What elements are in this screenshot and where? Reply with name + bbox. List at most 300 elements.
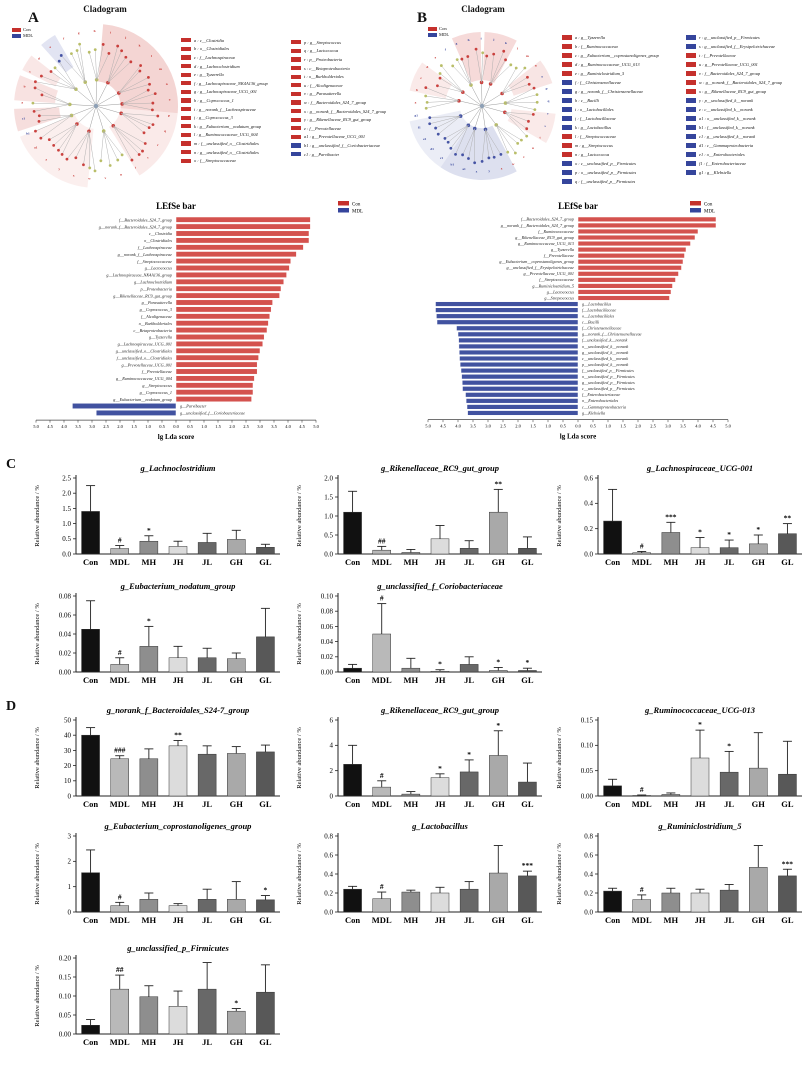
legend-label: j : f__Lactobacillaceae <box>575 116 616 121</box>
node-dot <box>39 137 42 140</box>
bar-label: f__Streptococcaceae <box>137 258 172 264</box>
legend-item <box>291 141 405 150</box>
legend-label: p : g__Streptococcus <box>304 39 341 45</box>
legend-label: l : f__Streptococcaceae <box>575 134 617 139</box>
chart-title: g_Lachnoclostridium <box>140 463 216 473</box>
legend-item <box>181 113 289 122</box>
y-tick-label: 2.0 <box>62 489 71 498</box>
y-tick-label: 0.2 <box>584 889 593 898</box>
legend-label: d1 : c__Gammaproteobacteria <box>699 143 754 148</box>
legend-item <box>291 107 405 116</box>
legend-label: b1 : f__unclassified_k__norank <box>699 125 755 130</box>
branch <box>482 93 502 106</box>
legend-swatch <box>181 55 191 59</box>
y-tick-label: 0 <box>329 792 333 801</box>
abundance-chart-d6 <box>552 820 808 936</box>
legend-item <box>291 115 405 124</box>
x-tick-label: 4.0 <box>695 423 701 429</box>
x-category-label: GH <box>229 557 243 567</box>
legend-item <box>562 168 684 177</box>
bar <box>227 659 245 672</box>
legend-item <box>291 81 405 90</box>
chart-title: g_Eubacterium_nodatum_group <box>120 581 236 591</box>
node-letter: e <box>49 45 51 50</box>
y-tick-label: 0.0 <box>584 550 593 559</box>
y-tick-label: 3 <box>67 832 71 841</box>
legend-label: MDL <box>352 209 364 215</box>
x-category-label: MH <box>141 915 157 925</box>
x-category-label: JH <box>172 557 184 567</box>
x-category-label: MDL <box>631 799 652 809</box>
node-dot <box>516 142 519 145</box>
node-dot <box>502 50 505 53</box>
bar-label: g__norank_f__Bacteroidales_S24_7_group <box>500 222 574 228</box>
legend-swatch <box>291 135 301 139</box>
significance-annotation: # <box>639 884 644 894</box>
bar-label: g__Tyzzerella <box>148 334 172 340</box>
bar-label: f__Bacteroidales_S24_7_group <box>119 217 172 223</box>
legend-swatch <box>686 152 696 156</box>
bar <box>140 646 158 672</box>
bar <box>82 735 100 796</box>
node-dot <box>32 102 35 105</box>
node-dot <box>440 64 443 67</box>
legend-item <box>686 141 811 150</box>
lefse-bar <box>176 286 281 291</box>
y-tick-label: 0.06 <box>58 611 71 620</box>
legend-swatch <box>181 150 191 154</box>
bar-label: g__unclassified_p__Firmicutes <box>582 380 635 386</box>
bar <box>691 548 709 554</box>
node-letter: m <box>159 67 162 72</box>
node-dot <box>436 84 439 87</box>
legend-swatch <box>562 62 572 66</box>
node-letter: f <box>63 36 65 41</box>
branch <box>104 131 110 165</box>
x-tick-label: 2.0 <box>117 424 123 430</box>
legend-label: p : o__unclassified_p__Firmicutes <box>575 170 637 175</box>
legend-swatch <box>291 57 301 61</box>
bar <box>82 511 100 554</box>
root-node <box>480 104 484 108</box>
x-category-label: JL <box>464 915 475 925</box>
node-letter: n <box>165 81 168 86</box>
bar <box>256 547 274 554</box>
legend-item <box>181 156 289 165</box>
legend-item <box>291 90 405 99</box>
node-letter: j <box>125 35 127 40</box>
lefse-bar <box>459 350 578 355</box>
node-letter: k <box>138 43 141 48</box>
node-dot <box>523 67 526 70</box>
legend-swatch <box>181 141 191 145</box>
bar-label: f__Prevotellaceae <box>543 253 574 258</box>
x-category-label: MH <box>663 915 679 925</box>
x-category-label: MH <box>403 675 419 685</box>
y-tick-label: 4 <box>329 741 333 750</box>
legend-swatch <box>686 125 696 129</box>
legend-swatch <box>181 64 191 68</box>
branch <box>496 125 521 140</box>
legend-label: s : c__Betaproteobacteria <box>304 65 350 71</box>
x-category-label: GL <box>259 557 272 567</box>
bar-label: g__Lactobacillus <box>582 301 612 307</box>
y-tick-label: 0.8 <box>324 832 333 841</box>
node-letter: z <box>475 169 478 174</box>
x-tick-label: 2.0 <box>229 424 235 430</box>
branch <box>471 85 482 106</box>
branch <box>482 106 485 129</box>
node-letter: a <box>414 100 417 105</box>
x-category-label: MH <box>141 799 157 809</box>
legend-label: q : g__Lactococcus <box>304 48 339 54</box>
bar <box>344 668 362 672</box>
y-tick-label: 0.06 <box>320 622 333 631</box>
legend-swatch <box>291 49 301 53</box>
node-letter: c <box>29 69 31 74</box>
legend-item <box>686 51 811 60</box>
x-category-label: JL <box>202 1037 213 1047</box>
bar-label: g__Parasutterella <box>141 300 172 306</box>
node-dot <box>485 55 488 58</box>
node-letter: h <box>93 29 96 34</box>
node-letter: m <box>525 54 529 59</box>
legend-label: t : f__Prevotellaceae <box>699 53 736 58</box>
bar <box>431 778 449 796</box>
legend-swatch <box>562 71 572 75</box>
legend-swatch <box>690 201 701 206</box>
node-dot <box>520 139 523 142</box>
bar-label: g__Lactococcus <box>546 289 574 295</box>
lefse-bar <box>462 380 578 385</box>
y-axis-title: Relative abundance / % <box>556 727 563 789</box>
node-dot <box>533 108 536 111</box>
x-category-label: MDL <box>371 799 392 809</box>
legend-item <box>686 69 811 78</box>
legend-label: j : g__Coprococcus_3 <box>194 115 233 121</box>
node-dot <box>143 131 146 134</box>
bar <box>140 759 158 796</box>
lefse-bar <box>176 376 254 381</box>
legend-label: m : f__unclassified_o__Clostridiales <box>194 140 259 146</box>
bar <box>749 768 767 796</box>
lefse-bar <box>460 356 579 361</box>
node-dot <box>88 51 91 54</box>
legend-label: y : p__unclassified_k__norank <box>699 98 754 103</box>
bar-label: g__Lachnospiraceae_NK4A136_group <box>106 272 172 278</box>
legend-label: x : g__norank_f__Bacteroidales_S24_7_group <box>304 108 387 114</box>
node-dot <box>99 159 102 162</box>
abundance-chart-d4 <box>30 820 286 936</box>
branch <box>76 89 96 106</box>
x-tick-label: 3.5 <box>680 423 686 429</box>
x-category-label: GL <box>781 799 794 809</box>
x-tick-label: 4.0 <box>285 424 291 430</box>
legend-item <box>181 105 289 114</box>
legend-label: g : g__norank_f__Christensenellaceae <box>575 89 644 94</box>
node-letter: y <box>488 169 491 174</box>
y-tick-label: 1.5 <box>62 504 71 513</box>
lefse-bar <box>578 229 698 234</box>
branch <box>85 82 96 106</box>
bar <box>460 889 478 912</box>
lefse-bar <box>176 224 310 229</box>
x-category-label: MH <box>141 557 157 567</box>
bar <box>227 1011 245 1034</box>
legend-label: c1 : g__Parvibacter <box>304 151 340 157</box>
bar <box>344 764 362 796</box>
x-category-label: Con <box>83 799 99 809</box>
branch <box>468 106 482 125</box>
node-dot <box>147 89 150 92</box>
legend-label: b : f__Ruminococcaceae <box>575 44 619 49</box>
bar <box>460 548 478 554</box>
node-dot <box>102 43 105 46</box>
legend-item <box>181 70 289 79</box>
bar <box>402 794 420 796</box>
legend-label: h : g__Coprococcus_1 <box>194 97 234 103</box>
node-dot <box>152 123 155 126</box>
node-dot <box>121 153 124 156</box>
node-dot <box>439 72 442 75</box>
node-dot <box>57 149 60 152</box>
lefse-bar <box>578 271 679 276</box>
bar-label: c__unclassified_p__Firmicutes <box>582 386 635 392</box>
node-dot <box>515 67 518 70</box>
legend-swatch <box>181 98 191 102</box>
bar-label: g__Rikenellaceae_RC9_gut_group <box>113 293 172 299</box>
y-tick-label: 0.04 <box>320 638 333 646</box>
lefse-bar <box>176 348 260 353</box>
y-tick-label: 0.00 <box>320 668 333 677</box>
x-tick-label: 0.0 <box>173 424 179 430</box>
legend-item <box>291 38 405 47</box>
x-category-label: JL <box>724 557 735 567</box>
significance-annotation: ### <box>114 745 126 755</box>
legend-item <box>562 114 684 123</box>
legend-item <box>181 53 289 62</box>
bar <box>256 992 274 1034</box>
node-letter: s <box>147 155 149 160</box>
bar <box>256 752 274 796</box>
legend-swatch <box>291 126 301 130</box>
lefse-bar <box>176 252 296 257</box>
x-tick-label: 1.5 <box>620 423 626 429</box>
bar-label: c__Clostridia <box>148 231 172 237</box>
x-category-label: MH <box>663 557 679 567</box>
y-tick-label: 0.5 <box>62 535 71 544</box>
node-dot <box>509 63 512 66</box>
lefse-bar <box>176 383 253 388</box>
bar-label: f__Christensenellaceae <box>582 325 622 331</box>
x-category-label: GL <box>781 557 794 567</box>
legend-label: b : o__Clostridiales <box>194 46 230 52</box>
bar <box>518 782 536 796</box>
legend-swatch <box>181 124 191 128</box>
bar <box>373 634 391 672</box>
legend-item <box>686 114 811 123</box>
legend-item <box>181 88 289 97</box>
legend-label: MDL <box>704 209 716 215</box>
x-tick-label: 3.5 <box>75 424 81 430</box>
bar-label: g__unclassified_o__Clostridiales <box>115 348 172 354</box>
legend-item <box>291 124 405 133</box>
x-category-label: JH <box>172 915 184 925</box>
bar <box>460 772 478 796</box>
legend-swatch <box>181 107 191 111</box>
lefse-bar <box>72 403 176 408</box>
legend-label: l : g__Ruminococcaceae_UCG_004 <box>194 132 258 138</box>
y-tick-label: 0.02 <box>58 649 71 658</box>
panel-d-letter: D <box>6 699 17 714</box>
panel-a-letter: A <box>28 10 39 26</box>
x-tick-label: 1.0 <box>201 424 207 430</box>
node-dot <box>144 142 147 145</box>
legend-swatch <box>686 134 696 138</box>
lefse-bar <box>578 265 682 270</box>
x-category-label: JH <box>694 557 706 567</box>
bar <box>227 753 245 796</box>
legend-label: s : g__unclassified_f__Erysipelotrichaceae <box>699 44 776 49</box>
node-dot <box>116 45 119 48</box>
x-tick-label: 0.5 <box>187 424 193 430</box>
x-tick-label: 2.0 <box>635 423 641 429</box>
node-letter: j <box>493 37 495 42</box>
x-category-label: MDL <box>371 675 392 685</box>
legend-label: Con <box>439 26 447 31</box>
node-letter: c <box>420 76 422 81</box>
significance-annotation: * <box>467 749 472 759</box>
bar-label: g__norank_f__Bacteroidales_S24_7_group <box>98 224 172 230</box>
bar <box>373 787 391 796</box>
node-letter: l <box>516 46 518 51</box>
x-category-label: Con <box>345 799 361 809</box>
bar-label: g__Parvibacter <box>180 403 207 409</box>
legend-item <box>562 87 684 96</box>
x-category-label: Con <box>345 557 361 567</box>
x-tick-label: 1.0 <box>145 424 151 430</box>
lefse-bar <box>176 341 263 346</box>
y-tick-label: 1.5 <box>324 493 333 502</box>
bar-label: g__Lachnospiraceae_UCG_001 <box>117 341 172 347</box>
x-category-label: JH <box>434 675 446 685</box>
legend-label: c1 : g__unclassified_k__norank <box>699 134 756 139</box>
legend-swatch <box>562 116 572 120</box>
bar <box>111 549 129 554</box>
legend-item <box>291 72 405 81</box>
node-letter: d1 <box>430 147 435 152</box>
lefse-bar <box>578 217 716 222</box>
x-category-label: MDL <box>631 915 652 925</box>
y-tick-label: 0.04 <box>58 630 71 639</box>
legend-swatch <box>181 47 191 51</box>
significance-annotation: * <box>756 525 761 534</box>
node-letter: c1 <box>439 155 444 160</box>
x-tick-label: 2.5 <box>500 423 506 429</box>
legend-label: b1 : g__unclassified_f__Coriobacteriaceae <box>304 142 381 148</box>
bar-label: g__Prevotellaceae_UCG_001 <box>121 362 172 368</box>
lefse-bar <box>467 405 578 410</box>
node-dot <box>449 147 452 150</box>
bar <box>373 899 391 912</box>
x-tick-label: 1.5 <box>215 424 221 430</box>
x-tick-label: 4.5 <box>440 423 446 429</box>
chart-title: g_norank_f_Bacteroidales_S24-7_group <box>106 705 250 715</box>
bar <box>691 893 709 912</box>
x-tick-label: 4.5 <box>47 424 53 430</box>
bar <box>431 893 449 912</box>
legend-label: w : f__Bacteroidales_S24_7_group <box>304 99 367 105</box>
panel-a-title: Cladogram <box>83 4 127 14</box>
node-dot <box>34 86 37 89</box>
cladogram-sector <box>410 63 452 99</box>
significance-annotation: * <box>496 657 501 667</box>
bar <box>256 637 274 672</box>
bar-label: f__Enterobacteriaceae <box>582 392 621 398</box>
legend-label: z : c__unclassified_k__norank <box>699 107 753 112</box>
y-tick-label: 2 <box>329 767 333 776</box>
x-category-label: Con <box>345 675 361 685</box>
legend-swatch <box>291 92 301 96</box>
node-letter: i <box>109 30 111 35</box>
lefse-bar <box>176 362 257 367</box>
node-dot <box>94 48 97 51</box>
y-tick-label: 0.02 <box>320 653 333 662</box>
node-dot <box>107 52 110 55</box>
lefse-bar <box>176 265 289 270</box>
legend-item <box>562 60 684 69</box>
branch <box>482 106 505 112</box>
chart-title: g_unclassified_f_Coriobacteriaceae <box>377 581 503 591</box>
bar <box>82 629 100 672</box>
bar <box>489 755 507 796</box>
bar <box>169 1006 187 1034</box>
bar <box>169 546 187 554</box>
x-category-label: GH <box>229 675 243 685</box>
node-dot <box>131 159 134 162</box>
legend-label: r : p__Proteobacteria <box>304 56 343 62</box>
lefse-bar <box>578 235 695 240</box>
bar-label: g__unclassified_k__norank <box>582 349 629 355</box>
node-dot <box>492 53 495 56</box>
legend-swatch <box>686 116 696 120</box>
lefse-bar <box>176 355 259 360</box>
x-category-label: GL <box>521 799 534 809</box>
bar <box>198 899 216 912</box>
node-dot <box>50 70 53 73</box>
node-dot <box>428 122 431 125</box>
x-tick-label: 1.0 <box>545 423 551 429</box>
legend-label: v : g__Parasutterella <box>304 91 342 97</box>
node-dot <box>151 102 154 105</box>
bar <box>662 893 680 912</box>
legend-swatch <box>686 161 696 165</box>
node-letter: p <box>545 86 548 91</box>
node-dot <box>141 150 144 153</box>
lefse-bar <box>176 327 267 332</box>
legend-label: h : c__Bacilli <box>575 98 599 103</box>
legend-swatch <box>686 35 696 39</box>
bar <box>140 997 158 1034</box>
y-tick-label: 0.15 <box>58 973 71 982</box>
abundance-chart-d2 <box>292 704 548 820</box>
node-letter: o <box>168 97 171 102</box>
bar <box>633 795 651 796</box>
x-tick-label: 3.5 <box>470 423 476 429</box>
panel-a-legend-col2 <box>291 38 405 158</box>
y-tick-label: 0.05 <box>580 767 593 776</box>
x-tick-label: 1.0 <box>605 423 611 429</box>
